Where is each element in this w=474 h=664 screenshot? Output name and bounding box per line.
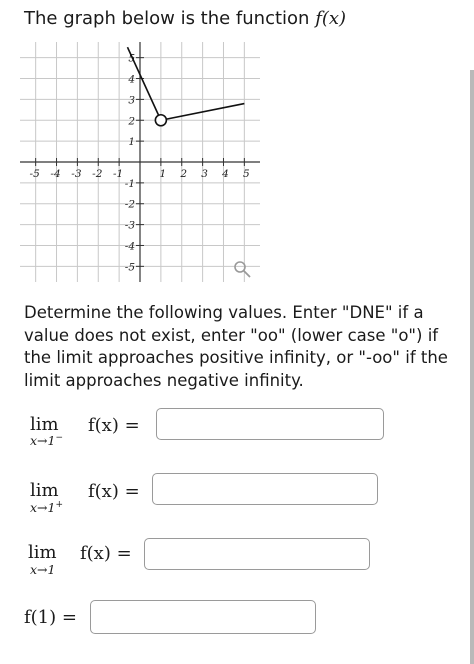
answer-input-left-limit[interactable] — [156, 408, 384, 440]
title-text: The graph below is the function — [24, 8, 316, 29]
limit-subscript: x→1 — [30, 562, 56, 578]
x-tick-label: -3 — [71, 168, 82, 180]
y-tick-label: 2 — [128, 115, 135, 128]
limit-expression: f(x) = — [80, 543, 132, 564]
scrollbar-edge[interactable] — [470, 70, 474, 664]
question-title — [24, 8, 346, 29]
x-tick-label: 2 — [180, 168, 188, 180]
instructions-text: Determine the following values. Enter "DNE" if a value does not exist, enter "oo" (lower case "o") if the limit approaches positive infinity, or "-oo" if the limit approaches negative infinity. — [24, 303, 448, 390]
y-tick-label: -5 — [124, 261, 135, 274]
open-circle-point — [155, 115, 166, 126]
x-tick-label: 1 — [159, 168, 167, 180]
limit-subscript: x→1− — [30, 433, 64, 449]
function-graph — [20, 42, 260, 282]
y-tick-label: -1 — [124, 177, 135, 190]
function-value-expression: f(1) = — [24, 607, 77, 628]
y-tick-label: 4 — [128, 73, 135, 86]
x-tick-label: -5 — [29, 168, 40, 180]
x-tick-label: -4 — [50, 168, 61, 180]
limit-expression: f(x) = — [88, 415, 140, 436]
y-tick-label: 5 — [128, 52, 135, 65]
limit-operator: lim — [28, 542, 57, 563]
answer-input-right-limit[interactable] — [152, 473, 378, 505]
limit-operator: lim — [30, 414, 59, 435]
y-tick-label: -2 — [124, 198, 135, 211]
limit-operator: lim — [30, 480, 59, 501]
y-tick-label: -4 — [124, 240, 135, 253]
y-tick-label: -3 — [124, 219, 135, 232]
magnifier-icon[interactable] — [235, 262, 250, 277]
answer-input-function-value[interactable] — [90, 600, 316, 634]
limit-subscript: x→1+ — [30, 500, 64, 516]
answer-input-two-sided-limit[interactable] — [144, 538, 370, 570]
title-function: f(x) — [315, 8, 347, 29]
x-tick-label: 3 — [201, 168, 208, 180]
x-tick-label: -2 — [92, 168, 103, 180]
x-tick-label: 5 — [243, 168, 250, 180]
x-tick-label: 4 — [222, 168, 229, 180]
x-tick-label: -1 — [113, 168, 124, 180]
limit-expression: f(x) = — [88, 481, 140, 502]
y-tick-label: 3 — [128, 94, 135, 107]
y-tick-label: 1 — [128, 136, 135, 149]
